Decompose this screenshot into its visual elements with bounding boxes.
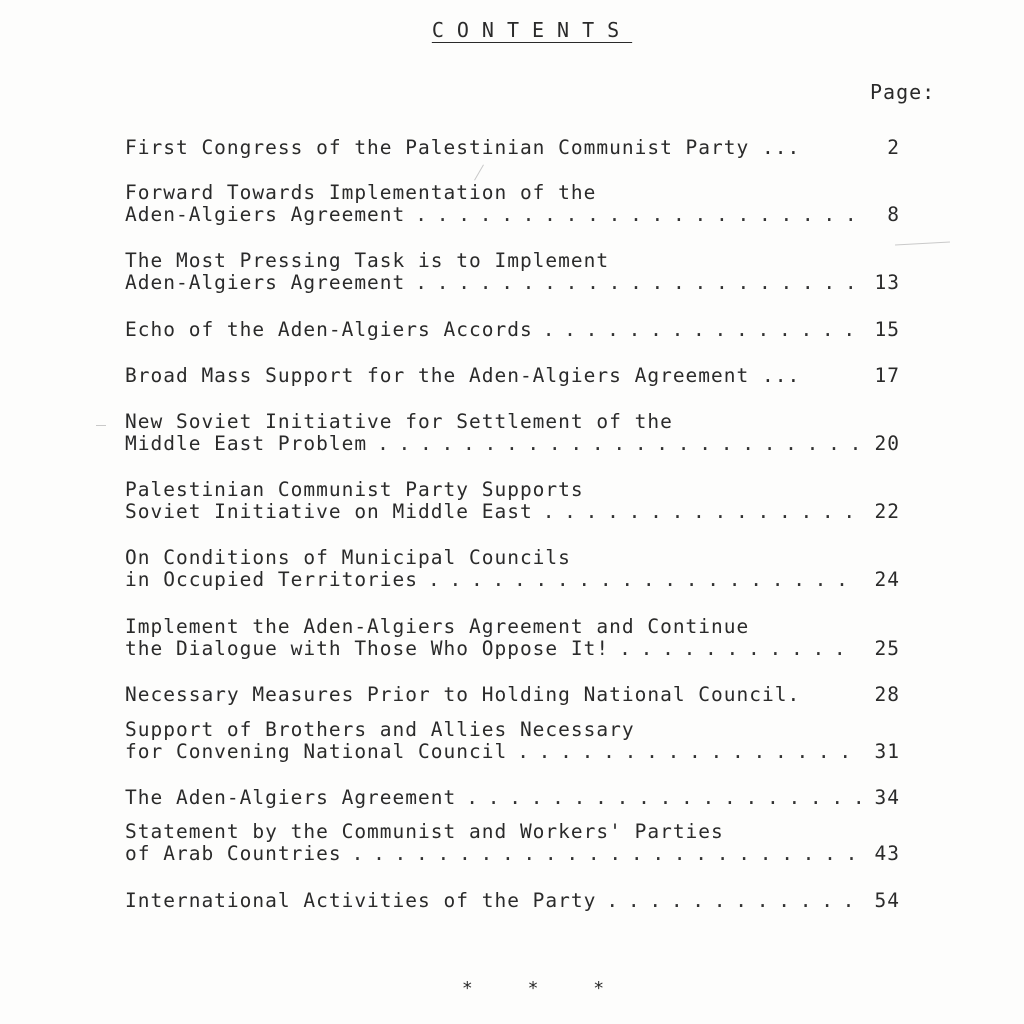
toc-entry (125, 250, 900, 294)
toc-entry-title: Statement by the Communist and Workers' Parties (125, 820, 724, 843)
toc-entry-title-cont: of Arab Countries (125, 842, 342, 865)
toc-entry-title-cont: Middle East Problem (125, 432, 368, 455)
toc-entry-page: 17 (874, 364, 900, 387)
scan-mark (96, 425, 106, 426)
toc-entry-title: The Aden-Algiers Agreement (125, 786, 457, 809)
dot-leader (543, 319, 860, 341)
toc-entry-title: Forward Towards Implementation of the (125, 181, 597, 204)
toc-entry-title: The Most Pressing Task is to Implement (125, 249, 610, 272)
toc-entry-title: International Activities of the Party (125, 889, 597, 912)
page-column-label: Page: (870, 80, 936, 104)
toc-entry (125, 719, 900, 763)
dot-leader (415, 272, 860, 294)
scan-mark (474, 164, 484, 180)
end-asterisks: * * * (461, 978, 627, 999)
toc-entry-page: 20 (874, 432, 900, 455)
toc-entry (125, 684, 900, 706)
toc-entry (125, 890, 900, 912)
toc-entry-page: 54 (874, 889, 900, 912)
dot-leader (606, 890, 860, 912)
toc-entry-page: 28 (874, 683, 900, 706)
toc-entry-page: 22 (874, 500, 900, 523)
toc-entry-page: 2 (887, 136, 900, 159)
toc-entry-title: On Conditions of Municipal Councils (125, 546, 571, 569)
toc-entry-title: Echo of the Aden-Algiers Accords (125, 318, 533, 341)
toc-entry (125, 479, 900, 523)
toc-entry-title-cont: Aden-Algiers Agreement (125, 203, 406, 226)
toc-entry-title-cont: the Dialogue with Those Who Oppose It! (125, 637, 610, 660)
toc-entry-title: First Congress of the Palestinian Communist Party ... (125, 136, 801, 159)
toc-entry (125, 182, 900, 226)
dot-leader (517, 741, 860, 763)
dot-leader (466, 787, 860, 809)
toc-entry-title: Broad Mass Support for the Aden-Algiers Agreement ... (125, 364, 801, 387)
toc-entry-title-cont: for Convening National Council (125, 740, 508, 763)
toc-entry-page: 25 (874, 637, 900, 660)
toc-entry-title: Palestinian Communist Party Supports (125, 478, 584, 501)
toc-entry-title-cont: Aden-Algiers Agreement (125, 271, 406, 294)
dot-leader (543, 501, 860, 523)
dot-leader (352, 843, 860, 865)
toc-entry-page: 31 (874, 740, 900, 763)
toc-entry-title: Implement the Aden-Algiers Agreement and Continue (125, 615, 750, 638)
toc-entry (125, 319, 900, 341)
toc-entry (125, 547, 900, 591)
toc-entry-page: 43 (874, 842, 900, 865)
toc-entry-title: Necessary Measures Prior to Holding National Council. (125, 683, 801, 706)
toc-entry (125, 411, 900, 455)
toc-entry-page: 24 (874, 568, 900, 591)
toc-entry (125, 821, 900, 865)
toc-entry-page: 8 (887, 203, 900, 226)
toc-entry-page: 34 (874, 786, 900, 809)
toc-entry (125, 616, 900, 660)
toc-entry (125, 365, 900, 387)
dot-leader (415, 204, 860, 226)
toc-entry-title: New Soviet Initiative for Settlement of the (125, 410, 673, 433)
toc-entry (125, 137, 900, 159)
dot-leader (428, 569, 860, 591)
toc-entry (125, 787, 900, 809)
toc-entry-title: Support of Brothers and Allies Necessary (125, 718, 635, 741)
toc-entry-page: 13 (874, 271, 900, 294)
dot-leader (377, 433, 860, 455)
toc-entry-title-cont: in Occupied Territories (125, 568, 419, 591)
contents-title: CONTENTS (431, 18, 633, 42)
scan-mark (895, 242, 950, 246)
toc-entry-page: 15 (874, 318, 900, 341)
dot-leader (619, 638, 860, 660)
toc-entry-title-cont: Soviet Initiative on Middle East (125, 500, 533, 523)
